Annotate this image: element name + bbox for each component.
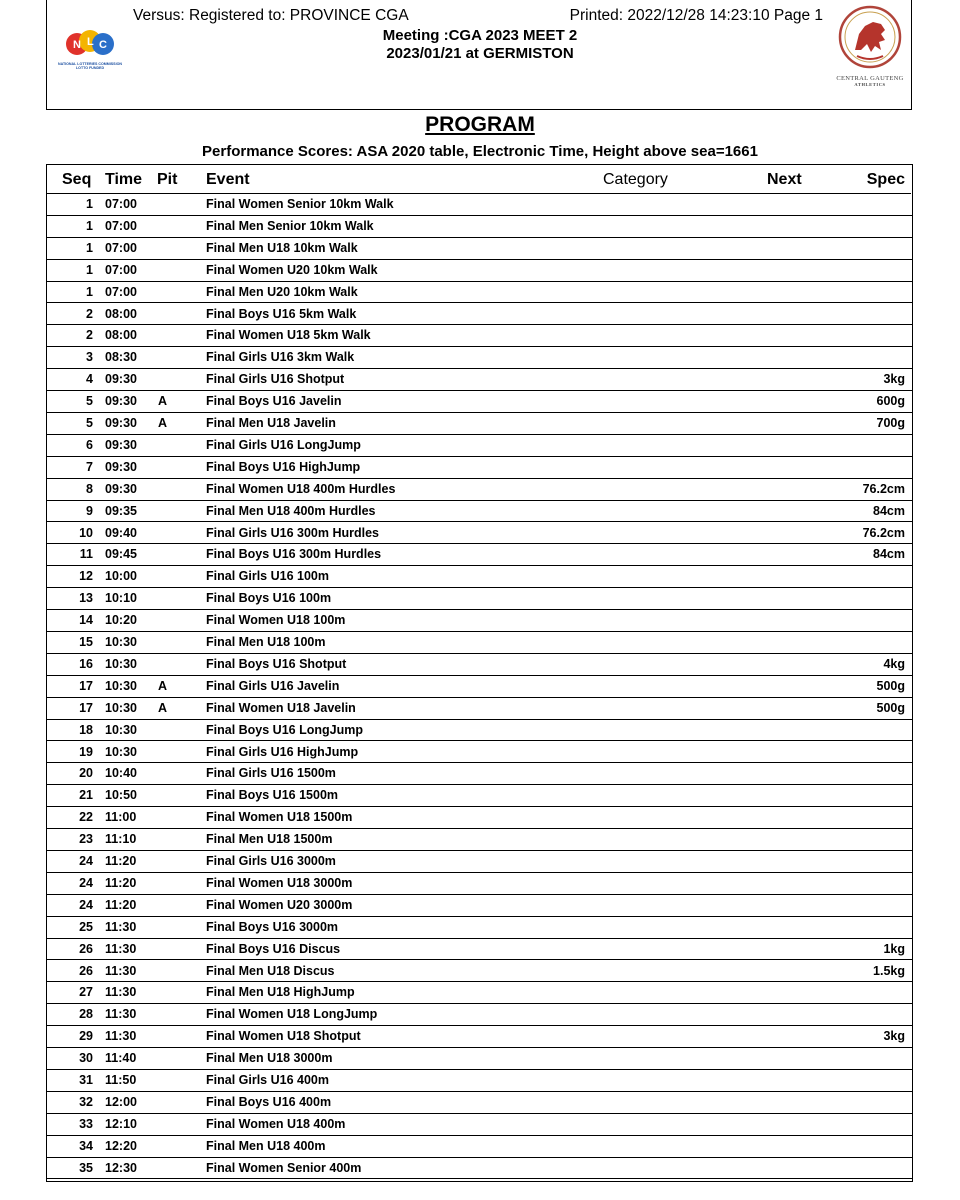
table-row (47, 1026, 913, 1048)
pit-cell: A (158, 416, 168, 430)
crest-caption: CENTRAL GAUTENG (836, 75, 904, 82)
table-row (47, 873, 913, 895)
event-cell: Final Women U18 400m (206, 1116, 346, 1131)
column-header-next: Next (767, 171, 802, 188)
table-row (47, 523, 913, 545)
event-cell: Final Women U18 LongJump (206, 1007, 378, 1022)
event-cell: Final Men U18 400m (206, 1138, 326, 1153)
table-row (47, 807, 913, 829)
time-cell: 07:00 (105, 240, 137, 255)
seq-cell: 16 (79, 656, 93, 671)
performance-scores-line: Performance Scores: ASA 2020 table, Electronic Time, Height above sea=1661 (202, 143, 758, 160)
table-row (47, 282, 913, 304)
seq-cell: 17 (79, 678, 93, 693)
event-cell: Final Men Senior 10km Walk (206, 218, 374, 233)
table-row (47, 961, 913, 983)
table-row (47, 1004, 913, 1026)
lion-crest-icon (837, 4, 903, 70)
time-cell: 10:20 (105, 613, 137, 628)
event-cell: Final Girls U16 Javelin (206, 678, 340, 693)
seq-cell: 11 (79, 547, 93, 562)
event-cell: Final Boys U16 300m Hurdles (206, 547, 382, 562)
seq-cell: 17 (79, 700, 93, 715)
table-row (47, 763, 913, 785)
time-cell: 09:30 (105, 437, 137, 452)
table-row (47, 1092, 913, 1114)
time-cell: 10:30 (105, 722, 137, 737)
table-header (47, 165, 911, 194)
page-title: PROGRAM (425, 113, 535, 136)
spec-cell: 84cm (873, 547, 905, 562)
time-cell: 11:30 (105, 941, 137, 956)
event-cell: Final Women U18 Shotput (206, 1029, 361, 1044)
table-row (47, 851, 913, 873)
event-cell: Final Women U18 Javelin (206, 700, 356, 715)
time-cell: 07:00 (105, 218, 137, 233)
seq-cell: 14 (79, 613, 93, 628)
column-header-seq: Seq (62, 171, 92, 188)
time-cell: 10:50 (105, 788, 137, 803)
seq-cell: 2 (86, 328, 93, 343)
event-cell: Final Men U20 10km Walk (206, 284, 358, 299)
time-cell: 09:30 (105, 372, 137, 387)
spec-cell: 500g (876, 678, 905, 693)
seq-cell: 2 (86, 306, 93, 321)
seq-cell: 23 (79, 832, 93, 847)
table-row (47, 325, 913, 347)
seq-cell: 7 (86, 459, 93, 474)
event-cell: Final Boys U16 3000m (206, 919, 339, 934)
time-cell: 09:30 (105, 481, 137, 496)
event-cell: Final Men U18 HighJump (206, 985, 355, 1000)
event-cell: Final Boys U16 LongJump (206, 722, 363, 737)
time-cell: 11:20 (105, 897, 137, 912)
seq-cell: 25 (79, 919, 93, 934)
event-cell: Final Women Senior 400m (206, 1160, 362, 1175)
time-cell: 08:30 (105, 350, 137, 365)
event-cell: Final Men U18 3000m (206, 1051, 333, 1066)
pit-cell: A (158, 700, 168, 715)
table-row (47, 347, 913, 369)
table-row (47, 632, 913, 654)
table-row (47, 1136, 913, 1158)
table-row (47, 982, 913, 1004)
table-row (47, 588, 913, 610)
spec-cell: 84cm (873, 503, 905, 518)
event-cell: Final Men U18 Javelin (206, 416, 336, 430)
time-cell: 09:35 (105, 503, 137, 518)
pit-cell: A (158, 678, 168, 693)
seq-cell: 21 (79, 788, 93, 803)
spec-cell: 3kg (883, 1029, 905, 1044)
table-row (47, 1114, 913, 1136)
table-row (47, 544, 913, 566)
seq-cell: 3 (86, 350, 93, 365)
table-row (47, 1048, 913, 1070)
seq-cell: 5 (86, 394, 93, 409)
seq-cell: 15 (79, 635, 93, 649)
time-cell: 11:40 (105, 1051, 137, 1066)
event-cell: Final Girls U16 3000m (206, 854, 336, 868)
table-row (47, 260, 913, 282)
event-cell: Final Boys U16 HighJump (206, 459, 361, 474)
seq-cell: 31 (79, 1073, 93, 1087)
time-cell: 08:00 (105, 328, 137, 343)
table-row (47, 391, 913, 413)
event-cell: Final Women Senior 10km Walk (206, 197, 394, 211)
event-cell: Final Women U18 1500m (206, 810, 353, 825)
event-cell: Final Boys U16 5km Walk (206, 306, 357, 321)
event-cell: Final Women U20 3000m (206, 897, 353, 912)
table-row (47, 676, 913, 698)
spec-cell: 700g (876, 416, 905, 430)
seq-cell: 24 (79, 897, 93, 912)
time-cell: 12:00 (105, 1094, 137, 1109)
spec-cell: 3kg (883, 372, 905, 387)
table-row (47, 720, 913, 742)
event-cell: Final Men U18 10km Walk (206, 240, 358, 255)
time-cell: 12:20 (105, 1138, 137, 1153)
seq-cell: 9 (86, 503, 93, 518)
event-cell: Final Women U18 400m Hurdles (206, 481, 396, 496)
table-row (47, 369, 913, 391)
time-cell: 09:30 (105, 394, 137, 409)
event-cell: Final Girls U16 Shotput (206, 372, 345, 387)
event-cell: Final Girls U16 1500m (206, 766, 336, 781)
seq-cell: 6 (86, 437, 93, 452)
event-cell: Final Women U20 10km Walk (206, 262, 378, 277)
time-cell: 07:00 (105, 262, 137, 277)
event-cell: Final Boys U16 1500m (206, 788, 339, 803)
table-row (47, 194, 913, 216)
time-cell: 12:30 (105, 1160, 137, 1175)
table-row (47, 479, 913, 501)
table-row (47, 785, 913, 807)
spec-cell: 4kg (883, 656, 905, 671)
time-cell: 12:10 (105, 1116, 137, 1131)
event-cell: Final Men U18 100m (206, 635, 326, 649)
table-row (47, 457, 913, 479)
svg-text:L: L (87, 36, 94, 48)
seq-cell: 22 (79, 810, 93, 825)
column-header-spec: Spec (866, 171, 905, 188)
svg-text:N: N (73, 39, 81, 51)
time-cell: 10:30 (105, 635, 137, 649)
seq-cell: 24 (79, 875, 93, 890)
event-cell: Final Men U18 1500m (206, 832, 333, 847)
seq-cell: 1 (86, 284, 93, 299)
table-row (47, 304, 913, 326)
seq-cell: 34 (79, 1138, 93, 1153)
event-cell: Final Women U18 3000m (206, 875, 353, 890)
time-cell: 11:50 (105, 1073, 137, 1087)
seq-cell: 5 (86, 416, 93, 430)
time-cell: 11:30 (105, 1029, 137, 1044)
table-row (47, 566, 913, 588)
central-gauteng-athletics-logo (833, 4, 907, 94)
event-cell: Final Women U18 100m (206, 613, 346, 628)
event-cell: Final Girls U16 LongJump (206, 437, 361, 452)
seq-cell: 4 (86, 372, 93, 387)
spec-cell: 1.5kg (873, 963, 905, 978)
table-row (47, 610, 913, 632)
spec-cell: 500g (876, 700, 905, 715)
spec-cell: 600g (876, 394, 905, 409)
seq-cell: 18 (79, 722, 93, 737)
event-cell: Final Girls U16 3km Walk (206, 350, 355, 365)
table-row (47, 829, 913, 851)
table-row (47, 1158, 913, 1180)
seq-cell: 24 (79, 854, 93, 868)
event-cell: Final Girls U16 400m (206, 1073, 329, 1087)
table-row (47, 895, 913, 917)
time-cell: 10:00 (105, 569, 137, 584)
time-cell: 11:30 (105, 919, 137, 934)
time-cell: 09:45 (105, 547, 137, 562)
crest-caption-sub: ATHLETICS (854, 82, 886, 87)
event-cell: Final Men U18 400m Hurdles (206, 503, 376, 518)
event-cell: Final Girls U16 300m Hurdles (206, 525, 379, 540)
time-cell: 09:30 (105, 416, 137, 430)
time-cell: 07:00 (105, 284, 137, 299)
seq-cell: 26 (79, 963, 93, 978)
time-cell: 11:20 (105, 854, 137, 868)
registered-to: Versus: Registered to: PROVINCE CGA (133, 7, 409, 24)
time-cell: 10:30 (105, 744, 137, 759)
seq-cell: 27 (79, 985, 93, 1000)
time-cell: 09:30 (105, 459, 137, 474)
event-cell: Final Boys U16 Javelin (206, 394, 342, 409)
time-cell: 11:30 (105, 963, 137, 978)
seq-cell: 1 (86, 262, 93, 277)
event-cell: Final Boys U16 100m (206, 591, 332, 606)
seq-cell: 8 (86, 481, 93, 496)
event-cell: Final Boys U16 Shotput (206, 656, 347, 671)
event-cell: Final Boys U16 400m (206, 1094, 332, 1109)
spec-cell: 1kg (883, 941, 905, 956)
seq-cell: 30 (79, 1051, 93, 1066)
table-row (47, 654, 913, 676)
pit-cell: A (158, 394, 168, 409)
seq-cell: 13 (79, 591, 93, 606)
column-header-time: Time (105, 171, 143, 188)
time-cell: 07:00 (105, 197, 137, 211)
time-cell: 09:40 (105, 525, 137, 540)
table-row (47, 742, 913, 764)
seq-cell: 1 (86, 240, 93, 255)
column-header-category: Category (603, 171, 668, 188)
seq-cell: 29 (79, 1029, 93, 1044)
time-cell: 11:30 (105, 985, 137, 1000)
svg-text:C: C (99, 39, 107, 51)
seq-cell: 32 (79, 1094, 93, 1109)
document-header (46, 0, 912, 110)
meeting-date-venue: 2023/01/21 at GERMISTON (386, 45, 574, 62)
program-table (46, 164, 913, 1182)
time-cell: 11:30 (105, 1007, 137, 1022)
seq-cell: 1 (86, 218, 93, 233)
time-cell: 10:30 (105, 700, 137, 715)
table-row (47, 501, 913, 523)
event-cell: Final Girls U16 HighJump (206, 744, 359, 759)
table-row (47, 238, 913, 260)
time-cell: 10:30 (105, 678, 137, 693)
event-cell: Final Boys U16 Discus (206, 941, 341, 956)
table-row (47, 413, 913, 435)
time-cell: 11:20 (105, 875, 137, 890)
time-cell: 10:10 (105, 591, 137, 606)
seq-cell: 28 (79, 1007, 93, 1022)
table-row (47, 1070, 913, 1092)
table-row (47, 435, 913, 457)
seq-cell: 35 (79, 1160, 93, 1175)
seq-cell: 19 (79, 744, 93, 759)
event-cell: Final Men U18 Discus (206, 963, 335, 978)
seq-cell: 20 (79, 766, 93, 781)
table-row (47, 939, 913, 961)
spec-cell: 76.2cm (862, 481, 905, 496)
time-cell: 11:10 (105, 832, 137, 847)
table-row (47, 917, 913, 939)
time-cell: 11:00 (105, 810, 137, 825)
time-cell: 10:40 (105, 766, 137, 781)
time-cell: 08:00 (105, 306, 137, 321)
event-cell: Final Women U18 5km Walk (206, 328, 371, 343)
event-cell: Final Girls U16 100m (206, 569, 329, 584)
column-header-event: Event (206, 171, 250, 188)
table-row (47, 216, 913, 238)
column-header-pit: Pit (157, 171, 178, 188)
spec-cell: 76.2cm (862, 525, 905, 540)
nlc-logo-caption: NATIONAL LOTTERIES COMMISSION LOTTO FUNDED (58, 62, 122, 71)
printed-date: Printed: 2022/12/28 14:23:10 Page 1 (569, 7, 823, 24)
meeting-name: Meeting :CGA 2023 MEET 2 (382, 27, 578, 44)
seq-cell: 1 (86, 197, 93, 211)
time-cell: 10:30 (105, 656, 137, 671)
table-row (47, 698, 913, 720)
seq-cell: 12 (79, 569, 93, 584)
seq-cell: 10 (79, 525, 93, 540)
seq-cell: 33 (79, 1116, 93, 1131)
seq-cell: 26 (79, 941, 93, 956)
